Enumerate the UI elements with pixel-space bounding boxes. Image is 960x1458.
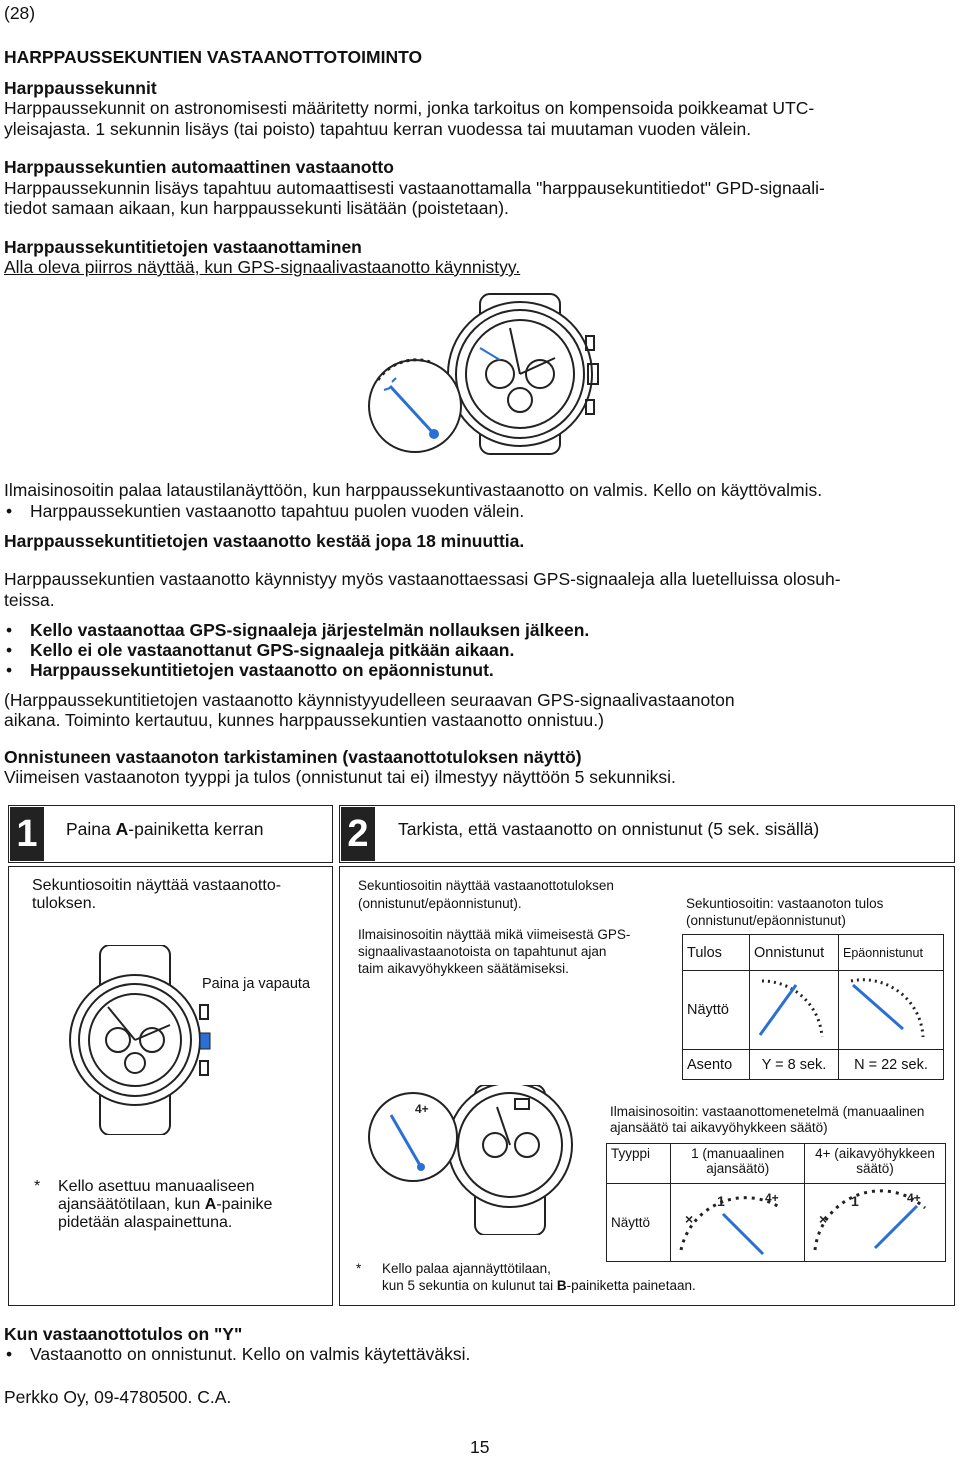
type-table-header: Tyyppi <box>607 1144 671 1184</box>
bullet-item: Kello ei ole vastaanottanut GPS-signaaleja pitkään aikaan. <box>30 640 515 660</box>
type-table-header: 4+ (aikavyöhykkeen säätö) <box>805 1144 946 1184</box>
bullet-marker: • <box>6 640 13 660</box>
bullet-marker: • <box>6 1344 13 1364</box>
paragraph-line: Viimeisen vastaanoton tyyppi ja tulos (onnistunut tai ei) ilmestyy näyttöön 5 sekunniksi. <box>4 767 676 787</box>
result-table-header: Onnistunut <box>750 935 839 971</box>
result-table <box>682 934 944 1080</box>
section-heading-receiving: Harppaussekuntitietojen vastaanottaminen <box>4 237 362 257</box>
result-table-header: Tulos <box>683 935 750 971</box>
step2-text: signaalivastaanotoista on tapahtunut ajan <box>358 944 607 959</box>
page-number: 15 <box>470 1437 490 1457</box>
bullet-item: Kello vastaanottaa GPS-signaaleja järjestelmän nollauksen jälkeen. <box>30 620 590 640</box>
step2-text: taim aikavyöhykkeen säätämiseksi. <box>358 961 569 976</box>
type-display-manual <box>671 1184 805 1262</box>
step2-instruction: Tarkista, että vastaanotto on onnistunut (5 sek. sisällä) <box>398 819 820 839</box>
section-heading-auto-reception: Harppaussekuntien automaattinen vastaanotto <box>4 157 394 177</box>
watch-illustration-main <box>360 288 610 458</box>
document-title: HARPPAUSSEKUNTIEN VASTAANOTTOTOIMINTO <box>4 47 423 67</box>
result-display-yes <box>750 971 839 1050</box>
result-table-row-label: Näyttö <box>683 971 750 1050</box>
paragraph-line: Harppaussekuntien vastaanotto käynnistyy myös vastaanottaessasi GPS-signaaleja alla luetelluissa olosuh- <box>4 569 841 589</box>
dial-icon <box>839 971 935 1045</box>
step1-text: tuloksen. <box>32 895 97 912</box>
result-table-row-label: Asento <box>683 1050 750 1080</box>
step2-text: Ilmaisinosoitin: vastaanottomenetelmä (manuaalinen <box>610 1104 925 1119</box>
step2-text: Sekuntiosoitin näyttää vastaanottotuloksen <box>358 878 614 893</box>
step2-number: 2 <box>341 807 375 861</box>
page-reference: (28) <box>4 3 36 23</box>
paragraph-line: (Harppaussekuntitietojen vastaanotto käynnistyyudelleen seuraavan GPS-signaalivastaanoton <box>4 690 735 710</box>
bullet-marker: • <box>6 620 13 640</box>
step2-footnote-star: * <box>356 1261 362 1276</box>
bullet-item: Vastaanotto on onnistunut. Kello on valmis käytettäväksi. <box>30 1344 471 1364</box>
bullet-marker: • <box>6 660 13 680</box>
watch-illustration-step1 <box>60 945 220 1135</box>
paragraph-line: Alla oleva piirros näyttää, kun GPS-signaalivastaanotto käynnistyy. <box>4 257 521 277</box>
svg-text:×: × <box>819 1211 828 1227</box>
step1-footnote: pidetään alaspainettuna. <box>58 1214 233 1231</box>
section-heading-result-y: Kun vastaanottotulos on "Y" <box>4 1324 243 1344</box>
footer-contact: Perkko Oy, 09-4780500. C.A. <box>4 1387 232 1407</box>
press-and-release-label: Paina ja vapauta <box>202 976 311 992</box>
result-display-no <box>839 971 944 1050</box>
step2-text: Sekuntiosoitin: vastaanoton tulos <box>686 896 884 911</box>
paragraph-line: Harppaussekunnit on astronomisesti määritetty normi, jonka tarkoitus on kompensoida poikkeamat UTC- <box>4 98 815 118</box>
type-table-header: 1 (manuaalinen ajansäätö) <box>671 1144 805 1184</box>
svg-text:4+: 4+ <box>765 1191 780 1205</box>
watch-illustration-step2 <box>365 1085 605 1235</box>
step1-text: Sekuntiosoitin näyttää vastaanotto- <box>32 877 282 894</box>
result-position-yes: Y = 8 sek. <box>750 1050 839 1080</box>
emphasis-line: Harppaussekuntitietojen vastaanotto kestää jopa 18 minuuttia. <box>4 531 525 551</box>
svg-text:4+: 4+ <box>415 1102 429 1116</box>
step2-footnote: kun 5 sekuntia on kulunut tai B-painiketta painetaan. <box>382 1278 696 1293</box>
paragraph-line: teissa. <box>4 590 55 610</box>
paragraph-line: Ilmaisinosoitin palaa lataustilanäyttöön, kun harppaussekuntivastaanotto on valmis. Kello on käyttövalmis. <box>4 480 823 500</box>
result-position-no: N = 22 sek. <box>839 1050 944 1080</box>
paragraph-line: tiedot samaan aikaan, kun harppaussekunti lisätään (poistetaan). <box>4 198 509 218</box>
step2-text: (onnistunut/epäonnistunut) <box>686 913 846 928</box>
svg-text:1: 1 <box>717 1193 726 1209</box>
bullet-item: Harppaussekuntien vastaanotto tapahtuu puolen vuoden välein. <box>30 501 525 521</box>
section-heading-leap-seconds: Harppaussekunnit <box>4 78 157 98</box>
type-table-row-label: Näyttö <box>607 1184 671 1262</box>
section-heading-check-result: Onnistuneen vastaanoton tarkistaminen (vastaanottotuloksen näyttö) <box>4 747 582 767</box>
paragraph-line: aikana. Toiminto kertautuu, kunnes harppaussekuntien vastaanotto onnistuu.) <box>4 710 604 730</box>
svg-text:×: × <box>685 1211 694 1227</box>
paragraph-line: yleisajasta. 1 sekunnin lisäys (tai poisto) tapahtuu kerran vuodessa tai muutaman vuoden välein. <box>4 119 752 139</box>
step2-text: (onnistunut/epäonnistunut). <box>358 896 522 911</box>
step2-text: ajansäätö tai aikavyöhykkeen säätö) <box>610 1120 828 1135</box>
step1-footnote: Kello asettuu manuaaliseen <box>58 1178 255 1195</box>
bullet-item: Harppaussekuntitietojen vastaanotto on epäonnistunut. <box>30 660 494 680</box>
step1-number: 1 <box>10 807 44 861</box>
step1-instruction: Paina A-painiketta kerran <box>66 819 264 839</box>
dial-icon <box>750 971 830 1045</box>
step2-text: Ilmaisinosoitin näyttää mikä viimeisestä GPS- <box>358 927 631 942</box>
type-display-timezone <box>805 1184 946 1262</box>
svg-text:4+: 4+ <box>907 1191 921 1205</box>
result-table-header: Epäonnistunut <box>839 935 944 971</box>
type-table <box>606 1143 946 1262</box>
bullet-marker: • <box>6 501 13 521</box>
paragraph-line: Harppaussekunnin lisäys tapahtuu automaattisesti vastaanottamalla "harppausekuntitiedot" GPD-signaali- <box>4 178 825 198</box>
svg-text:1: 1 <box>851 1193 859 1209</box>
dial-icon <box>805 1184 945 1258</box>
dial-icon <box>671 1184 797 1258</box>
step1-footnote: ajansäätötilaan, kun A-painike <box>58 1196 273 1213</box>
step2-footnote: Kello palaa ajannäyttötilaan, <box>382 1261 551 1276</box>
step1-footnote-star: * <box>34 1178 41 1195</box>
